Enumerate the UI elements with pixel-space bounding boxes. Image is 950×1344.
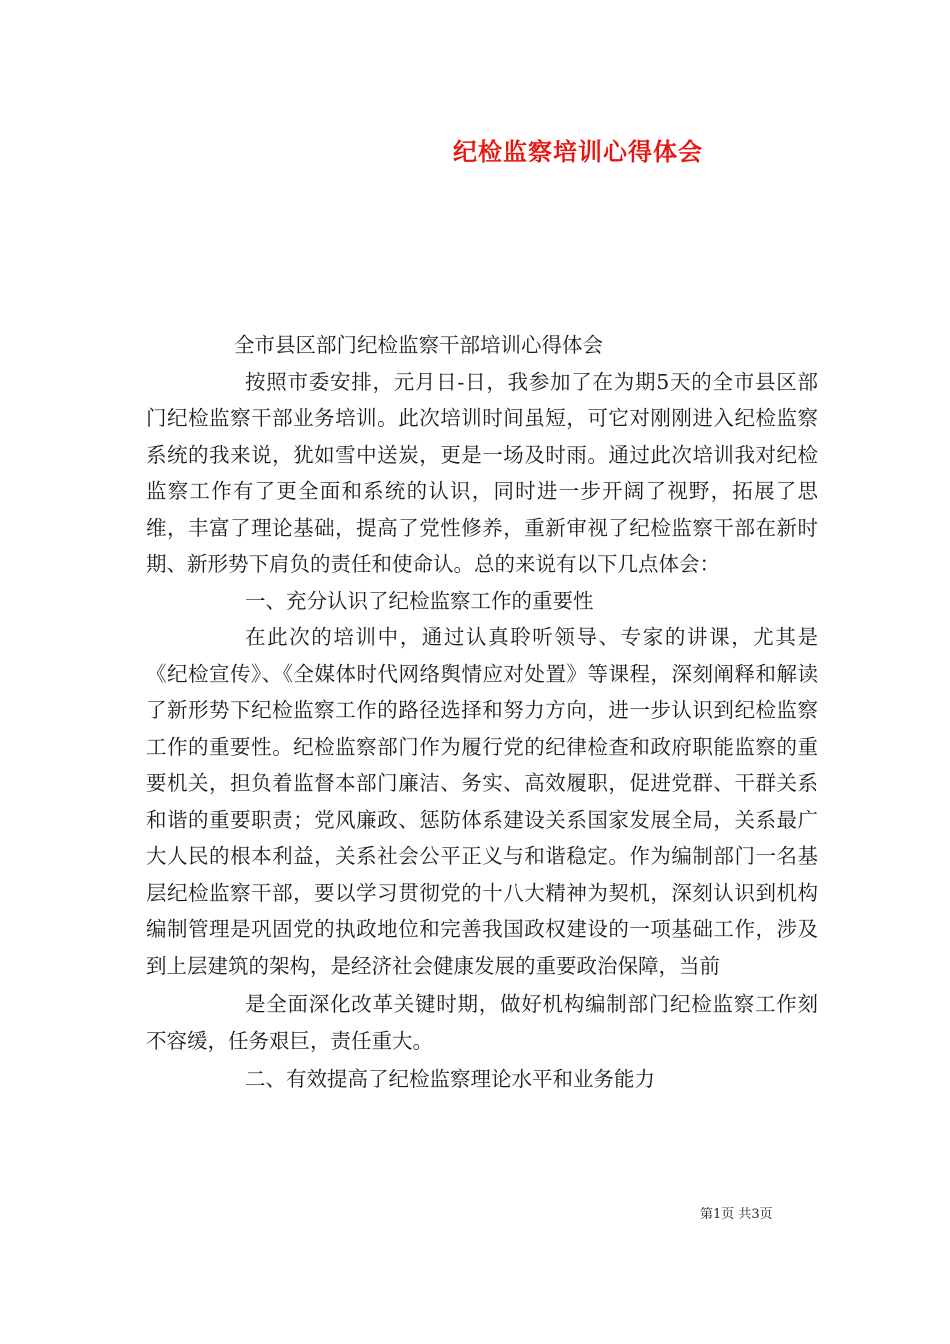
page-number: 第1页 共3页 xyxy=(700,1207,773,1222)
section-heading-1: 一、充分认识了纪检监察工作的重要性 xyxy=(245,588,594,613)
document-subtitle: 全市县区部门纪检监察干部培训心得体会 xyxy=(234,333,603,357)
paragraph-intro: 按照市委安排，元月日-日，我参加了在为期5天的全市县区部门纪检监察干部业务培训。此次培训时间虽短，可它对刚刚进入纪检监察系统的我来说，犹如雪中送炭，更是一场及时雨。通过此次培训我对纪检监察工作有了更全面和系统的认识，同时进一步开阔了视野，拓展了思维，丰富了理论基础，提高了党性修养，重新审视了纪检监察干部在新时期、新形势下肩负的责任和使命认。总的来说有以下几点体会： xyxy=(146,369,818,576)
document-body xyxy=(146,327,818,1098)
paragraph-section-1: 在此次的培训中，通过认真聆听领导、专家的讲课，尤其是《纪检宣传》、《全媒体时代网络舆情应对处置》等课程，深刻阐释和解读了新形势下纪检监察工作的路径选择和努力方向，进一步认识到纪检监察工作的重要性。纪检监察部门作为履行党的纪律检查和政府职能监察的重要机关，担负着监督本部门廉洁、务实、高效履职，促进党群、干群关系和谐的重要职责；党风廉政、惩防体系建设关系国家发展全局，关系最广大人民的根本利益，关系社会公平正义与和谐稳定。作为编制部门一名基层纪检监察干部，要以学习贯彻党的十八大精神为契机，深刻认识到机构编制管理是巩固党的执政地位和完善我国政权建设的一项基础工作，涉及到上层建筑的架构，是经济社会健康发展的重要政治保障，当前 xyxy=(146,625,818,978)
document-title: 纪检监察培训心得体会 xyxy=(453,137,703,166)
section-heading-2: 二、有效提高了纪检监察理论水平和业务能力 xyxy=(245,1067,655,1091)
paragraph-continuation: 是全面深化改革关键时期，做好机构编制部门纪检监察工作刻不容缓，任务艰巨，责任重大。 xyxy=(146,992,818,1053)
